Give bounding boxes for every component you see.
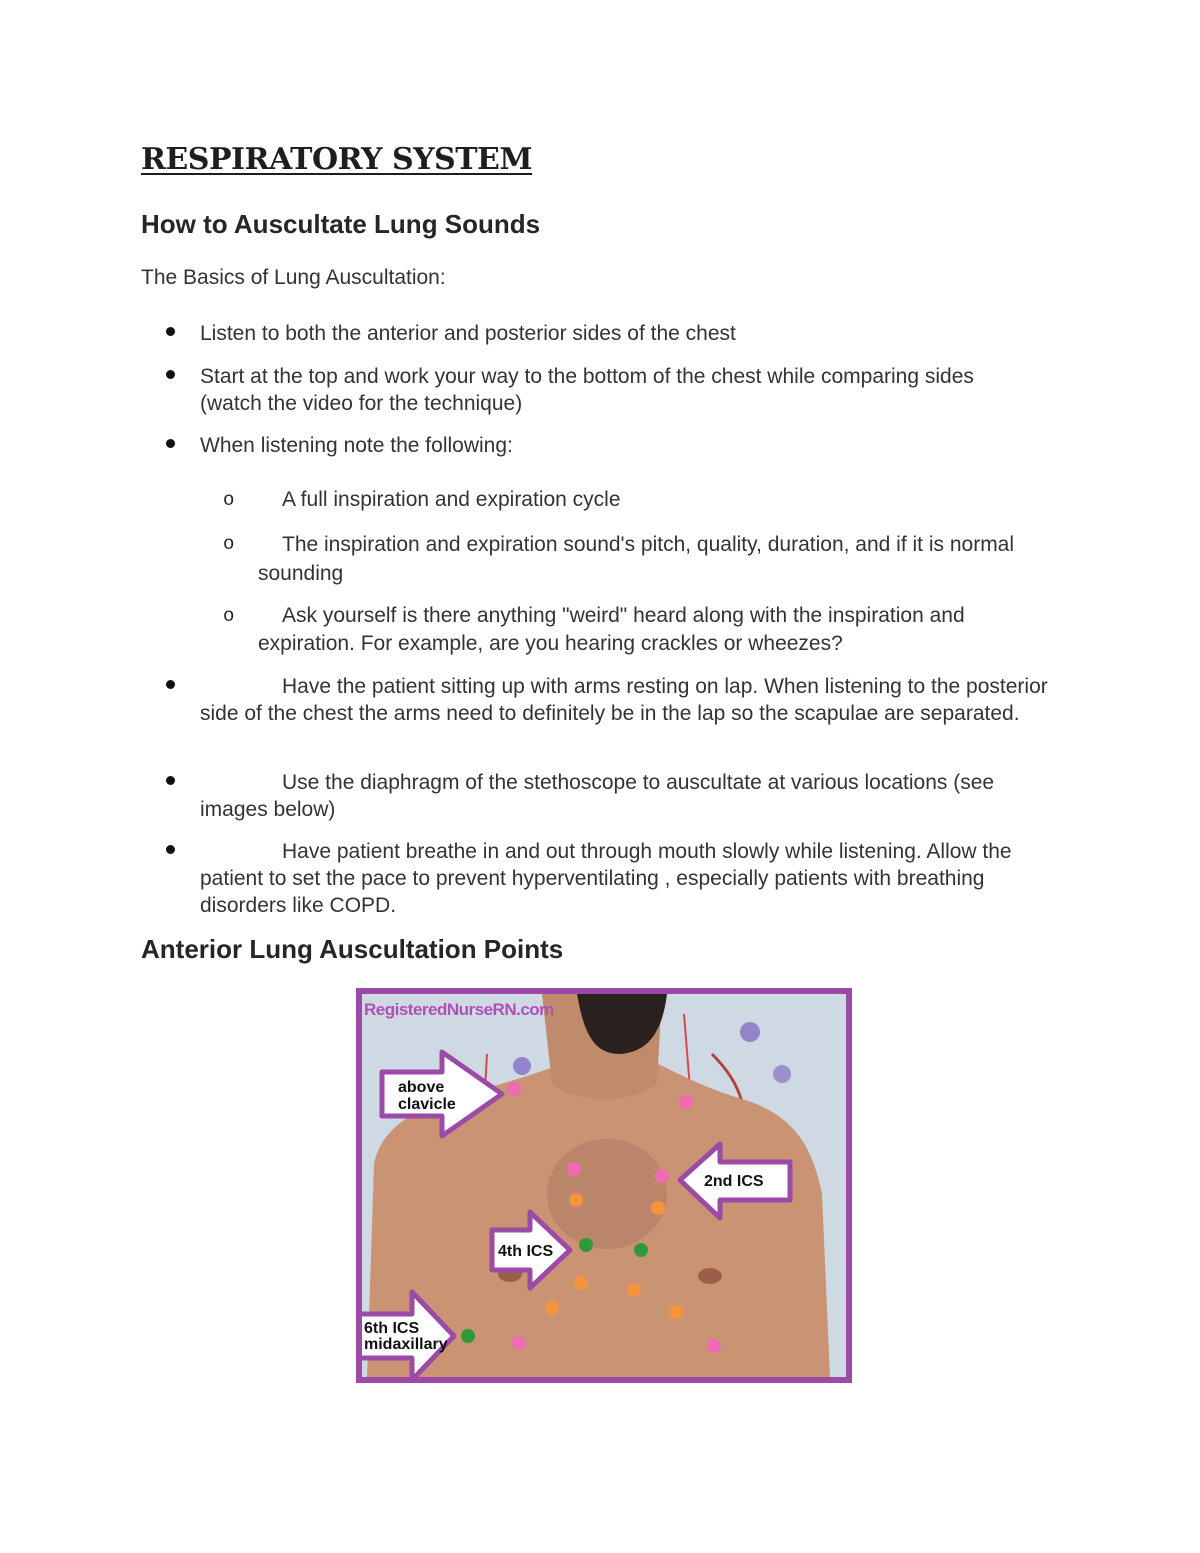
auscultation-point-green bbox=[461, 1329, 475, 1343]
chest-illustration bbox=[362, 994, 846, 1377]
auscultation-point-pink bbox=[655, 1169, 669, 1183]
section-heading-anterior: Anterior Lung Auscultation Points bbox=[141, 934, 564, 964]
bullet-item: Use the diaphragm of the stethoscope to auscultate at various locations (see images below) bbox=[200, 771, 995, 821]
bullet-item: Have the patient sitting up with arms resting on lap. When listening to the posterior side of the chest the arms need to definitely be in the lap so the scapulae are separated. bbox=[200, 675, 1048, 725]
bullet-item: Have patient breathe in and out through mouth slowly while listening. Allow the patient to set the pace to prevent hyperventilating , especially patients with breathing disorders like COPD. bbox=[200, 840, 1012, 917]
auscultation-point-green bbox=[579, 1238, 593, 1252]
callout-label-line2: midaxillary bbox=[364, 1336, 448, 1353]
callout-label-line2: clavicle bbox=[398, 1096, 456, 1113]
sub-bullet-item: The inspiration and expiration sound's pitch, quality, duration, and if it is normal sounding bbox=[258, 533, 1015, 585]
nipple bbox=[698, 1268, 722, 1284]
callout-label-line1: above bbox=[398, 1079, 445, 1096]
wall-drawing bbox=[740, 1022, 760, 1042]
wall-drawing bbox=[773, 1065, 791, 1083]
bullet-dot bbox=[166, 845, 175, 854]
auscultation-point-pink bbox=[707, 1339, 721, 1353]
bullet-dot bbox=[166, 439, 175, 448]
auscultation-point-orange bbox=[651, 1201, 665, 1215]
bullet-item: Listen to both the anterior and posterior sides of the chest bbox=[200, 322, 736, 345]
document-title: RESPIRATORY SYSTEM bbox=[141, 142, 533, 177]
bullet-dot bbox=[166, 680, 175, 689]
anterior-auscultation-figure bbox=[356, 988, 852, 1383]
auscultation-point-pink bbox=[512, 1336, 526, 1350]
auscultation-point-pink bbox=[679, 1095, 693, 1109]
auscultation-point-orange bbox=[569, 1193, 583, 1207]
callout-label: 2nd ICS bbox=[704, 1173, 764, 1190]
section-heading-auscultate: How to Auscultate Lung Sounds bbox=[141, 209, 541, 239]
watermark: RegisteredNurseRN.com bbox=[364, 1000, 554, 1019]
auscultation-point-pink bbox=[507, 1082, 521, 1096]
callout-label-line1: 6th ICS bbox=[364, 1320, 420, 1337]
auscultation-point-orange bbox=[574, 1276, 588, 1290]
sub-bullet-marker: o bbox=[223, 489, 235, 511]
sub-bullet-item: A full inspiration and expiration cycle bbox=[282, 488, 621, 511]
bullet-item: Start at the top and work your way to the bottom of the chest while comparing sides (watch the video for the technique) bbox=[200, 365, 974, 415]
chest-hair bbox=[547, 1139, 667, 1249]
wall-drawing bbox=[513, 1057, 531, 1075]
auscultation-point-pink bbox=[567, 1162, 581, 1176]
bullet-dot bbox=[166, 327, 175, 336]
auscultation-point-orange bbox=[669, 1305, 683, 1319]
auscultation-point-green bbox=[634, 1243, 648, 1257]
intro-text: The Basics of Lung Auscultation: bbox=[141, 266, 446, 289]
bullet-dot bbox=[166, 776, 175, 785]
sub-bullet-marker: o bbox=[223, 533, 235, 555]
bullet-item: When listening note the following: bbox=[200, 434, 513, 457]
auscultation-point-orange bbox=[545, 1301, 559, 1315]
sub-bullet-marker: o bbox=[223, 605, 235, 627]
callout-label: 4th ICS bbox=[498, 1243, 554, 1260]
sub-bullet-item: Ask yourself is there anything "weird" heard along with the inspiration and expiration. For example, are you hearing crackles or wheezes? bbox=[258, 604, 965, 655]
bullet-dot bbox=[166, 370, 175, 379]
auscultation-point-orange bbox=[627, 1283, 641, 1297]
